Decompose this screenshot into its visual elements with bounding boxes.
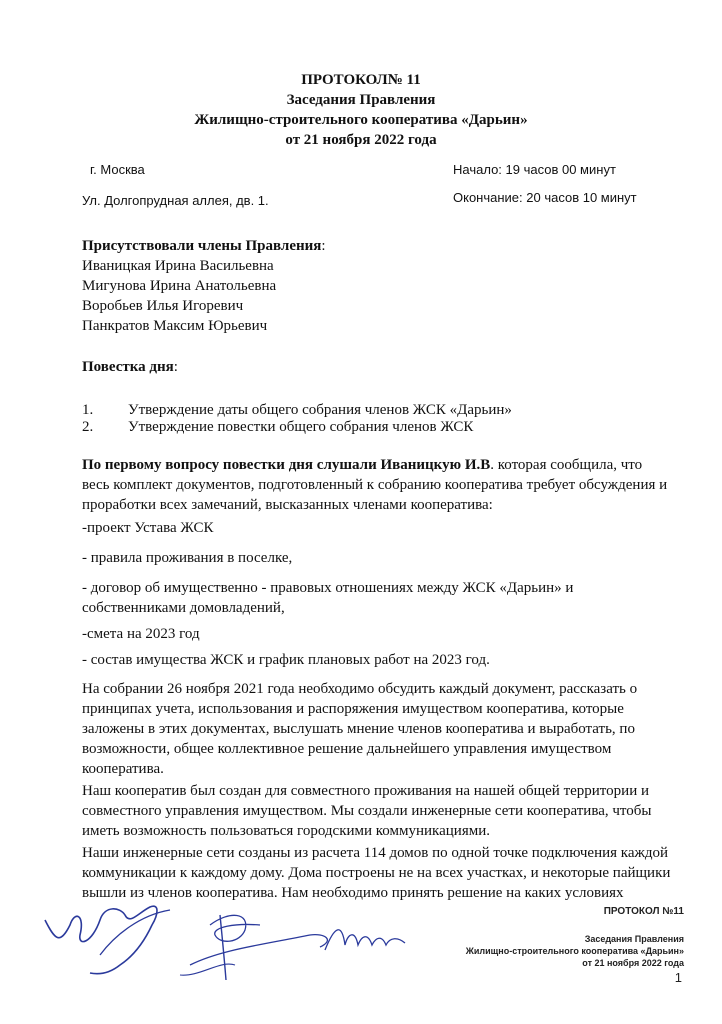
paragraph-meeting-discussion: На собрании 26 ноября 2021 года необходимо обсудить каждый документ, рассказать о принципах учета, использования и распоряжения имуществом кооператива, которые заложены в этих документах, выслушать мнение членов кооператива и выработать, по возможности, общее коллективное решение дальнейшего управления имуществом кооператива. <box>82 681 638 777</box>
title-meeting: Заседания Правления <box>286 92 436 108</box>
document-list-item: - состав имущества ЖСК и график плановых работ на 2023 год. <box>82 652 490 668</box>
agenda-list <box>82 402 672 436</box>
paragraph-engineering-networks: Наши инженерные сети созданы из расчета 114 домов по одной точке подключения каждой коммуникации к каждому дому. Дома построены не на всех участках, и некоторые пайщики вышли из членов кооператива. Нам необходимо принять решение на каких условиях <box>82 845 671 901</box>
attendees-heading: Присутствовали члены Правления: <box>82 238 326 254</box>
meeting-start-time: Начало: 19 часов 00 минут <box>453 162 616 177</box>
footer-cooperative: Жилищно-строительного кооператива «Дарьин» <box>465 946 684 956</box>
document-list-item: -проект Устава ЖСК <box>82 520 214 536</box>
attendee-name: Воробьев Илья Игоревич <box>82 298 244 314</box>
agenda-item: 2. Утверждение повестки общего собрания членов ЖСК <box>82 419 474 435</box>
page-number: 1 <box>674 970 682 985</box>
agenda-heading: Повестка дня: <box>82 359 178 375</box>
attendees-section <box>82 236 672 336</box>
meeting-city: г. Москва <box>90 162 145 177</box>
meeting-end-time: Окончание: 20 часов 10 минут <box>453 190 637 205</box>
first-question-paragraph: По первому вопросу повестки дня слушали Иваницкую И.В. которая сообщила, что весь комплект документов, подготовленный к собранию кооператива требует обсуждения и проработки всех замечаний, высказанных членами кооператива: <box>82 457 668 513</box>
attendee-name: Мигунова Ирина Анатольевна <box>82 278 277 294</box>
document-list-item: - договор об имущественно - правовых отношениях между ЖСК «Дарьин» и собственниками домовладений, <box>82 580 574 616</box>
document-list-item: - правила проживания в поселке, <box>82 550 293 566</box>
agenda-item: 1. Утверждение даты общего собрания членов ЖСК «Дарьин» <box>82 402 512 418</box>
title-date: от 21 ноября 2022 года <box>285 132 437 148</box>
footer-protocol-number: ПРОТОКОЛ №11 <box>603 906 684 917</box>
attendee-name: Панкратов Максим Юрьевич <box>82 318 268 334</box>
footer-meeting: Заседания Правления <box>584 934 684 944</box>
signature-3 <box>320 915 410 960</box>
document-title <box>0 70 722 150</box>
paragraph-cooperative-history: Наш кооператив был создан для совместного проживания на нашей общей территории и совместного управления имуществом. Мы создали инженерные сети кооператива, чтобы иметь возможность пользоваться городскими коммуникациями. <box>82 783 652 839</box>
title-protocol: ПРОТОКОЛ№ 11 <box>301 72 421 88</box>
meeting-address: Ул. Долгопрудная аллея, дв. 1. <box>82 193 269 208</box>
footer-date: от 21 ноября 2022 года <box>582 958 684 968</box>
title-cooperative: Жилищно-строительного кооператива «Дарьин» <box>194 112 528 128</box>
attendee-name: Иваницкая Ирина Васильевна <box>82 258 274 274</box>
document-list-item: -смета на 2023 год <box>82 626 200 642</box>
